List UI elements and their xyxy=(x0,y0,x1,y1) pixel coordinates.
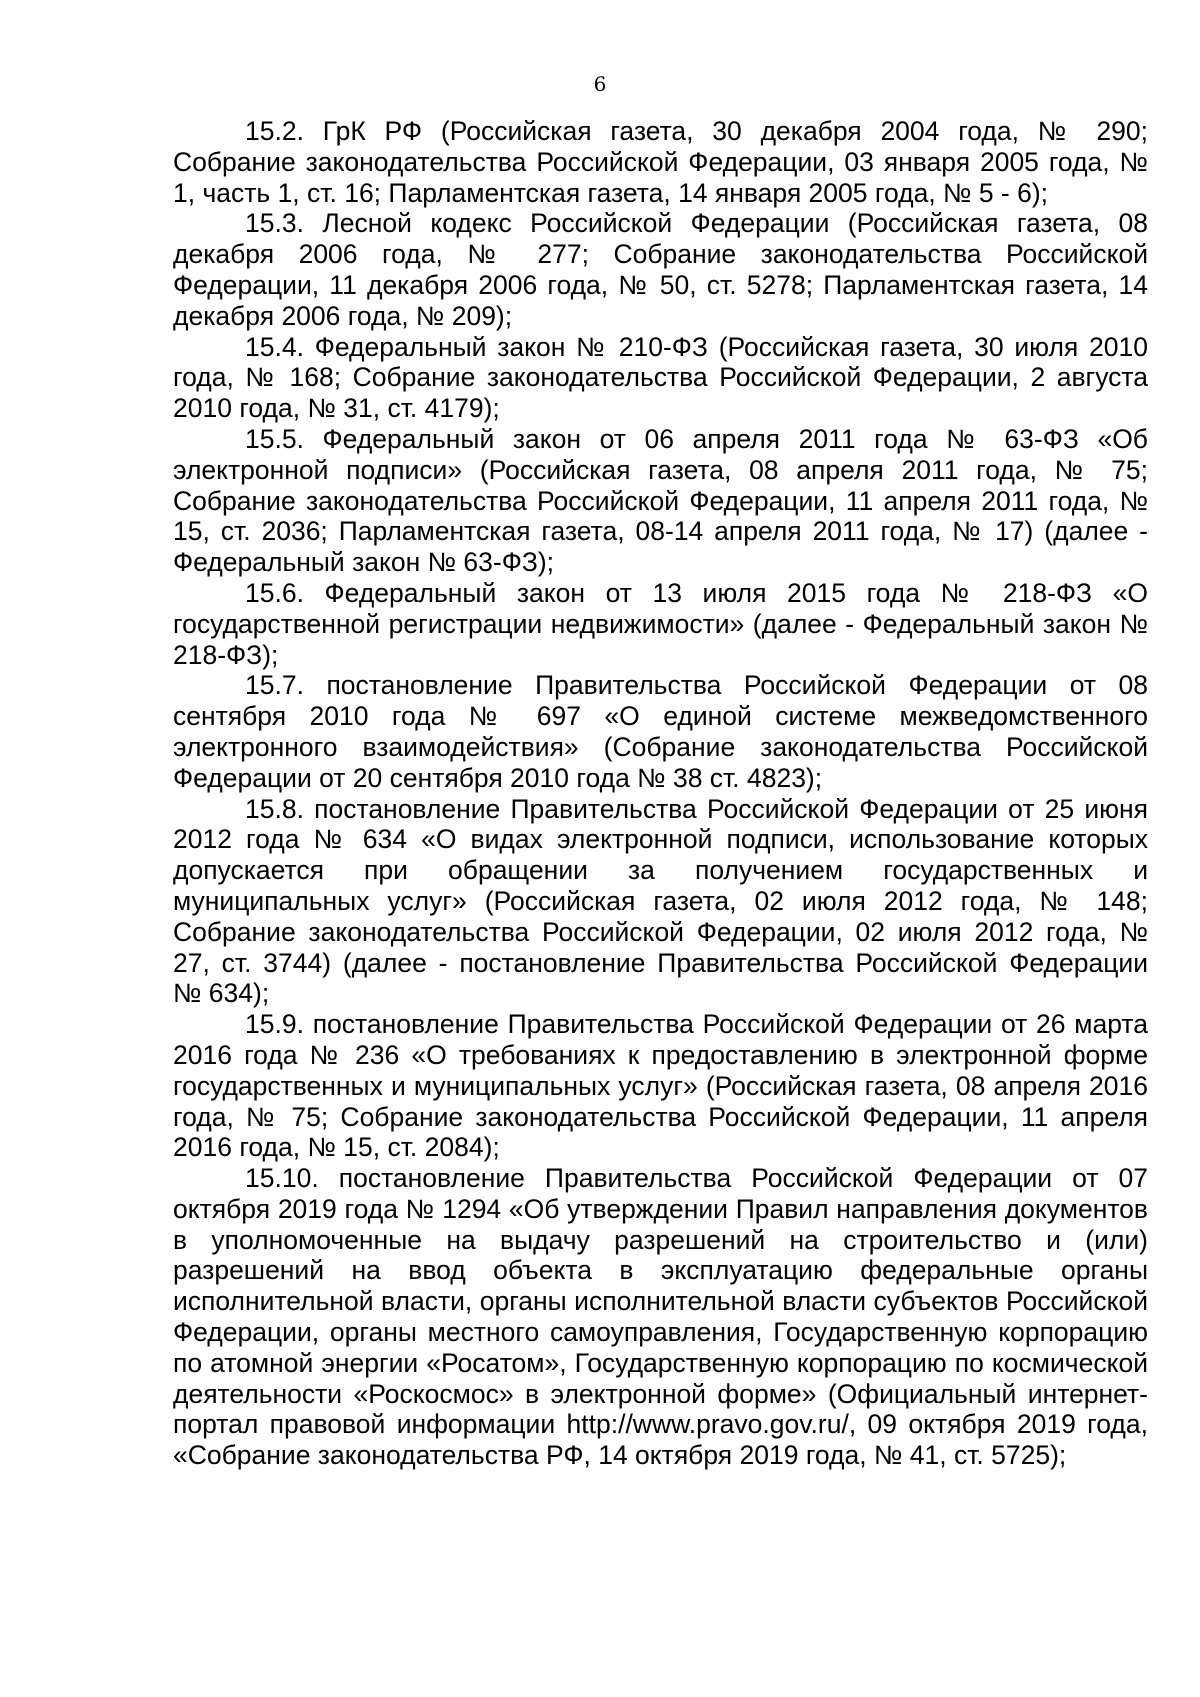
paragraph-15-9: 15.9. постановление Правительства Российской Федерации от 26 марта 2016 года № 236 «О требованиях к предоставлению в электронной форме государственных и муниципальных услуг» (Российская газета, 08 апреля 2016 года, № 75; Собрание законодательства Российской Федерации, 11 апреля 2016 года, № 15, ст. 2084); xyxy=(173,1009,1148,1163)
paragraph-15-10: 15.10. постановление Правительства Российской Федерации от 07 октября 2019 года № 1294 «Об утверждении Правил направления документов в уполномоченные на выдачу разрешений на строительство и (или) разрешений на ввод объекта в эксплуатацию федеральные органы исполнительной власти, органы исполнительной власти субъектов Российской Федерации, органы местного самоуправления, Государственную корпорацию по атомной энергии «Росатом», Государственную корпорацию по космической деятельности «Роскосмос» в электронной форме» (Официальный интернет-портал правовой информации http://www.pravo.gov.ru/, 09 октября 2019 года, «Собрание законодательства РФ, 14 октября 2019 года, № 41, ст. 5725); xyxy=(173,1163,1148,1471)
paragraph-15-5: 15.5. Федеральный закон от 06 апреля 2011 года № 63-ФЗ «Об электронной подписи» (Российская газета, 08 апреля 2011 года, № 75; Собрание законодательства Российской Федерации, 11 апреля 2011 года, № 15, ст. 2036; Парламентская газета, 08-14 апреля 2011 года, № 17) (далее - Федеральный закон № 63-ФЗ); xyxy=(173,423,1148,578)
paragraph-15-2: 15.2. ГрК РФ (Российская газета, 30 декабря 2004 года, № 290; Собрание законодательства Российской Федерации, 03 января 2005 года, № 1, часть 1, ст. 16; Парламентская газета, 14 января 2005 года, № 5 - 6); xyxy=(173,116,1148,208)
paragraph-15-6: 15.6. Федеральный закон от 13 июля 2015 года № 218-ФЗ «О государственной регистрации недвижимости» (далее - Федеральный закон № 218-ФЗ); xyxy=(173,577,1148,670)
paragraph-15-3: 15.3. Лесной кодекс Российской Федерации (Российская газета, 08 декабря 2006 года, № 277; Собрание законодательства Российской Федерации, 11 декабря 2006 года, № 50, ст. 5278; Парламентская газета, 14 декабря 2006 года, № 209); xyxy=(173,208,1148,331)
paragraph-15-4: 15.4. Федеральный закон № 210-ФЗ (Российская газета, 30 июля 2010 года, № 168; Собрание законодательства Российской Федерации, 2 августа 2010 года, № 31, ст. 4179); xyxy=(173,331,1148,424)
paragraph-15-7: 15.7. постановление Правительства Российской Федерации от 08 сентября 2010 года № 697 «О единой системе межведомственного электронного взаимодействия» (Собрание законодательства Российской Федерации от 20 сентября 2010 года № 38 ст. 4823); xyxy=(173,670,1148,793)
page-number: 6 xyxy=(593,72,607,96)
paragraph-15-8: 15.8. постановление Правительства Российской Федерации от 25 июня 2012 года № 634 «О видах электронной подписи, использование которых допускается при обращении за получением государственных и муниципальных услуг» (Российская газета, 02 июля 2012 года, № 148; Собрание законодательства Российской Федерации, 02 июля 2012 года, № 27, ст. 3744) (далее - постановление Правительства Российской Федерации № 634); xyxy=(173,793,1148,1009)
document-body xyxy=(173,116,1148,1471)
